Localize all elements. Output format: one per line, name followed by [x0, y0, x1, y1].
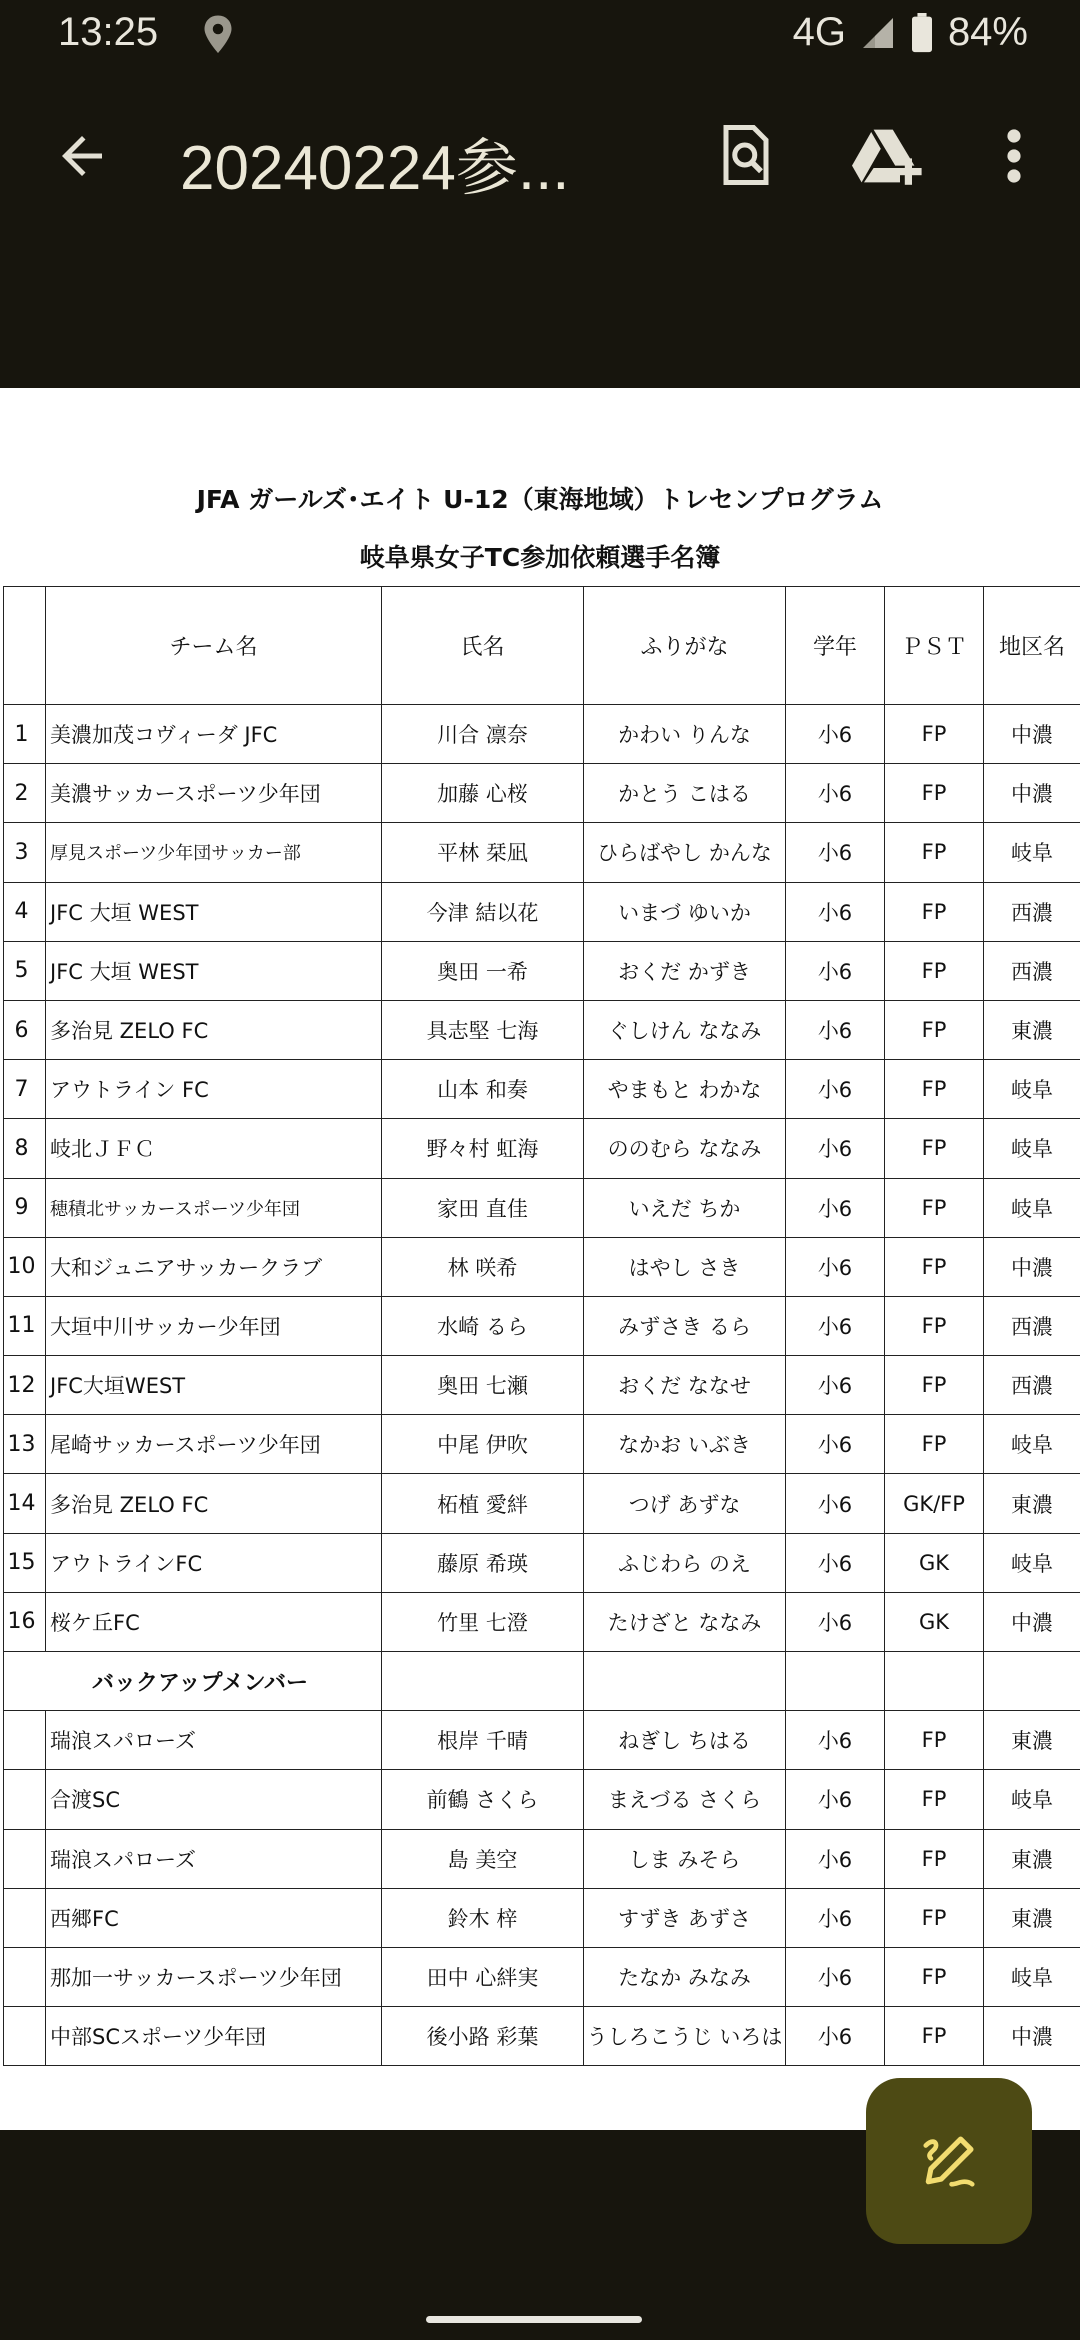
cell-name: 平林 栞凪 — [382, 823, 584, 882]
cell-no: 9 — [4, 1178, 46, 1237]
cell-pst: FP — [885, 1356, 984, 1415]
cell-no: 6 — [4, 1000, 46, 1059]
backup-label-row — [4, 1652, 1080, 1711]
cell-grade: 小6 — [786, 823, 885, 882]
backup-row — [4, 1770, 1080, 1829]
cell-team: 美濃加茂コヴィーダ JFC — [46, 705, 382, 764]
cell-district: 中濃 — [984, 764, 1080, 823]
cell-pst: FP — [885, 764, 984, 823]
cell-pst: FP — [885, 1060, 984, 1119]
cell-name: 柘植 愛絆 — [382, 1474, 584, 1533]
cell-no: 5 — [4, 941, 46, 1000]
cell-grade: 小6 — [786, 1829, 885, 1888]
cell-furigana: なかお いぶき — [584, 1415, 786, 1474]
cell-pst: FP — [885, 941, 984, 1000]
cell-team: 美濃サッカースポーツ少年団 — [46, 764, 382, 823]
cell-district: 西濃 — [984, 941, 1080, 1000]
backup-row — [4, 1947, 1080, 2006]
cell-furigana: かわい りんな — [584, 705, 786, 764]
cell-no: 4 — [4, 882, 46, 941]
cell-name: 藤原 希瑛 — [382, 1533, 584, 1592]
backup-label: バックアップメンバー — [4, 1652, 382, 1711]
gesture-nav-handle[interactable] — [426, 2316, 642, 2323]
cell-team: 尾崎サッカースポーツ少年団 — [46, 1415, 382, 1474]
cell-name: 後小路 彩葉 — [382, 2007, 584, 2066]
doc-subheading: 岐阜県女子TC参加依頼選手名簿 — [359, 543, 721, 572]
cell-no — [4, 1711, 46, 1770]
table-row — [4, 1415, 1080, 1474]
table-row — [4, 1000, 1080, 1059]
cell-district: 中濃 — [984, 1592, 1080, 1651]
cell-pst: FP — [885, 705, 984, 764]
header-district: 地区名 — [984, 587, 1080, 705]
edit-fab[interactable] — [866, 2078, 1032, 2244]
cell-team: 合渡SC — [46, 1770, 382, 1829]
cell-no — [4, 1888, 46, 1947]
cell-name: 田中 心絆実 — [382, 1947, 584, 2006]
cell-name: 具志堅 七海 — [382, 1000, 584, 1059]
table-row — [4, 823, 1080, 882]
cell-team: 穂積北サッカースポーツ少年団 — [46, 1178, 382, 1237]
cell-name: 水崎 るら — [382, 1296, 584, 1355]
cell-pst: FP — [885, 1947, 984, 2006]
cell-team: JFC大垣WEST — [46, 1356, 382, 1415]
cell-district: 岐阜 — [984, 1060, 1080, 1119]
table-row — [4, 1592, 1080, 1651]
cell-grade: 小6 — [786, 1178, 885, 1237]
table-row — [4, 1474, 1080, 1533]
empty-cell — [584, 1652, 786, 1711]
cell-furigana: おくだ かずき — [584, 941, 786, 1000]
cell-no: 15 — [4, 1533, 46, 1592]
cell-furigana: まえづる さくら — [584, 1770, 786, 1829]
more-vert-icon[interactable] — [1000, 126, 1028, 186]
cell-team: 岐北ＪＦＣ — [46, 1119, 382, 1178]
cell-district: 岐阜 — [984, 823, 1080, 882]
doc-heading: JFA ガールズ･エイト U-12（東海地域）トレセンプログラム — [196, 485, 884, 514]
back-arrow-icon[interactable] — [52, 126, 112, 186]
table-row — [4, 1296, 1080, 1355]
table-row — [4, 1119, 1080, 1178]
status-bar — [0, 0, 1080, 72]
cell-pst: FP — [885, 1888, 984, 1947]
cell-name: 奥田 一希 — [382, 941, 584, 1000]
cell-team: 西郷FC — [46, 1888, 382, 1947]
cell-no: 10 — [4, 1237, 46, 1296]
cell-name: 川合 凛奈 — [382, 705, 584, 764]
cell-team: 大和ジュニアサッカークラブ — [46, 1237, 382, 1296]
cell-name: 島 美空 — [382, 1829, 584, 1888]
cell-furigana: しま みそら — [584, 1829, 786, 1888]
cell-no: 2 — [4, 764, 46, 823]
empty-cell — [984, 1652, 1080, 1711]
empty-cell — [885, 1652, 984, 1711]
cell-name: 林 咲希 — [382, 1237, 584, 1296]
cell-pst: FP — [885, 1829, 984, 1888]
status-time: 13:25 — [58, 10, 159, 54]
cell-team: アウトラインFC — [46, 1533, 382, 1592]
header-pst: ＰＳＴ — [885, 587, 984, 705]
cell-furigana: おくだ ななせ — [584, 1356, 786, 1415]
cell-grade: 小6 — [786, 1947, 885, 2006]
cell-team: 多治見 ZELO FC — [46, 1474, 382, 1533]
cell-no — [4, 1947, 46, 2006]
cell-district: 東濃 — [984, 1474, 1080, 1533]
cell-grade: 小6 — [786, 1888, 885, 1947]
status-right — [793, 10, 1028, 55]
battery-percent: 84% — [947, 10, 1028, 54]
cell-pst: FP — [885, 1237, 984, 1296]
cell-no: 1 — [4, 705, 46, 764]
cell-team: 多治見 ZELO FC — [46, 1000, 382, 1059]
backup-row — [4, 1888, 1080, 1947]
battery-icon — [910, 13, 934, 53]
cell-furigana: うしろこうじ いろは — [584, 2007, 786, 2066]
cell-grade: 小6 — [786, 1533, 885, 1592]
cell-district: 西濃 — [984, 882, 1080, 941]
table-row — [4, 1237, 1080, 1296]
cell-pst: FP — [885, 2007, 984, 2066]
cell-pst: GK — [885, 1592, 984, 1651]
table-row — [4, 882, 1080, 941]
network-label: 4G — [792, 10, 846, 54]
cell-grade: 小6 — [786, 1770, 885, 1829]
cell-no: 3 — [4, 823, 46, 882]
cell-name: 家田 直佳 — [382, 1178, 584, 1237]
cell-district: 中濃 — [984, 705, 1080, 764]
cell-furigana: たけざと ななみ — [584, 1592, 786, 1651]
cell-pst: GK — [885, 1533, 984, 1592]
cell-name: 奥田 七瀬 — [382, 1356, 584, 1415]
cell-name: 今津 結以花 — [382, 882, 584, 941]
cell-team: 大垣中川サッカー少年団 — [46, 1296, 382, 1355]
cell-name: 根岸 千晴 — [382, 1711, 584, 1770]
cell-no: 11 — [4, 1296, 46, 1355]
backup-row — [4, 1711, 1080, 1770]
lens-search-icon[interactable] — [716, 122, 776, 188]
cell-district: 西濃 — [984, 1356, 1080, 1415]
cell-furigana: ひらばやし かんな — [584, 823, 786, 882]
cell-team: JFC 大垣 WEST — [46, 941, 382, 1000]
cell-district: 西濃 — [984, 1296, 1080, 1355]
cell-pst: FP — [885, 823, 984, 882]
cell-district: 東濃 — [984, 1000, 1080, 1059]
cell-name: 前鶴 さくら — [382, 1770, 584, 1829]
cell-no: 13 — [4, 1415, 46, 1474]
header-team: チーム名 — [46, 587, 382, 705]
cell-pst: FP — [885, 882, 984, 941]
cell-furigana: はやし さき — [584, 1237, 786, 1296]
cell-district: 岐阜 — [984, 1415, 1080, 1474]
cell-district: 東濃 — [984, 1888, 1080, 1947]
cell-district: 岐阜 — [984, 1178, 1080, 1237]
cell-pst: FP — [885, 1711, 984, 1770]
cell-no: 14 — [4, 1474, 46, 1533]
edit-pen-icon — [918, 2130, 980, 2192]
cell-no: 12 — [4, 1356, 46, 1415]
cell-name: 野々村 虹海 — [382, 1119, 584, 1178]
document-page[interactable] — [0, 388, 1080, 2130]
table-row — [4, 1178, 1080, 1237]
cell-no — [4, 1770, 46, 1829]
cell-no — [4, 2007, 46, 2066]
cell-name: 中尾 伊吹 — [382, 1415, 584, 1474]
header-grade: 学年 — [786, 587, 885, 705]
table-row — [4, 941, 1080, 1000]
cell-grade: 小6 — [786, 1237, 885, 1296]
cell-district: 岐阜 — [984, 1947, 1080, 2006]
cell-grade: 小6 — [786, 1474, 885, 1533]
cell-grade: 小6 — [786, 705, 885, 764]
backup-row — [4, 1829, 1080, 1888]
cell-grade: 小6 — [786, 1356, 885, 1415]
cell-furigana: すずき あずさ — [584, 1888, 786, 1947]
cell-name: 加藤 心桜 — [382, 764, 584, 823]
cell-district: 岐阜 — [984, 1770, 1080, 1829]
table-header-row — [4, 587, 1080, 705]
cell-grade: 小6 — [786, 764, 885, 823]
signal-icon — [860, 15, 896, 51]
cell-pst: FP — [885, 1296, 984, 1355]
cell-pst: GK/FP — [885, 1474, 984, 1533]
cell-furigana: いえだ ちか — [584, 1178, 786, 1237]
cell-team: 桜ケ丘FC — [46, 1592, 382, 1651]
cell-grade: 小6 — [786, 1060, 885, 1119]
cell-name: 竹里 七澄 — [382, 1592, 584, 1651]
cell-pst: FP — [885, 1770, 984, 1829]
cell-district: 中濃 — [984, 2007, 1080, 2066]
cell-team: 瑞浪スパローズ — [46, 1711, 382, 1770]
header-furigana: ふりがな — [584, 587, 786, 705]
drive-add-icon[interactable] — [852, 124, 924, 188]
cell-grade: 小6 — [786, 1592, 885, 1651]
cell-pst: FP — [885, 1178, 984, 1237]
table-row — [4, 764, 1080, 823]
cell-grade: 小6 — [786, 882, 885, 941]
backup-row — [4, 2007, 1080, 2066]
cell-name: 鈴木 梓 — [382, 1888, 584, 1947]
cell-furigana: いまづ ゆいか — [584, 882, 786, 941]
cell-no — [4, 1829, 46, 1888]
cell-district: 東濃 — [984, 1829, 1080, 1888]
table-row — [4, 1060, 1080, 1119]
empty-cell — [382, 1652, 584, 1711]
cell-furigana: やまもと わかな — [584, 1060, 786, 1119]
table-row — [4, 1533, 1080, 1592]
cell-furigana: つげ あずな — [584, 1474, 786, 1533]
cell-team: JFC 大垣 WEST — [46, 882, 382, 941]
cell-grade: 小6 — [786, 1711, 885, 1770]
cell-furigana: ぐしけん ななみ — [584, 1000, 786, 1059]
empty-cell — [786, 1652, 885, 1711]
cell-district: 岐阜 — [984, 1533, 1080, 1592]
cell-team: 中部SCスポーツ少年団 — [46, 2007, 382, 2066]
table-row — [4, 705, 1080, 764]
cell-grade: 小6 — [786, 2007, 885, 2066]
cell-no: 16 — [4, 1592, 46, 1651]
cell-grade: 小6 — [786, 1296, 885, 1355]
app-bar — [0, 100, 1080, 210]
cell-furigana: たなか みなみ — [584, 1947, 786, 2006]
cell-pst: FP — [885, 1415, 984, 1474]
table-row — [4, 1356, 1080, 1415]
cell-furigana: ふじわら のえ — [584, 1533, 786, 1592]
cell-grade: 小6 — [786, 1000, 885, 1059]
cell-team: 那加一サッカースポーツ少年団 — [46, 1947, 382, 2006]
cell-furigana: ねぎし ちはる — [584, 1711, 786, 1770]
cell-furigana: かとう こはる — [584, 764, 786, 823]
header-no — [4, 587, 46, 705]
cell-district: 東濃 — [984, 1711, 1080, 1770]
cell-team: 厚見スポーツ少年団サッカー部 — [46, 823, 382, 882]
cell-district: 中濃 — [984, 1237, 1080, 1296]
cell-name: 山本 和奏 — [382, 1060, 584, 1119]
cell-pst: FP — [885, 1119, 984, 1178]
document-title: 20240224参... — [180, 134, 570, 203]
location-icon — [200, 14, 236, 56]
cell-pst: FP — [885, 1000, 984, 1059]
cell-grade: 小6 — [786, 941, 885, 1000]
cell-team: 瑞浪スパローズ — [46, 1829, 382, 1888]
header-name: 氏名 — [382, 587, 584, 705]
roster-table — [3, 586, 1080, 2066]
cell-no: 8 — [4, 1119, 46, 1178]
cell-furigana: ののむら ななみ — [584, 1119, 786, 1178]
cell-team: アウトライン FC — [46, 1060, 382, 1119]
cell-grade: 小6 — [786, 1119, 885, 1178]
cell-no: 7 — [4, 1060, 46, 1119]
cell-furigana: みずさき るら — [584, 1296, 786, 1355]
cell-grade: 小6 — [786, 1415, 885, 1474]
cell-district: 岐阜 — [984, 1119, 1080, 1178]
